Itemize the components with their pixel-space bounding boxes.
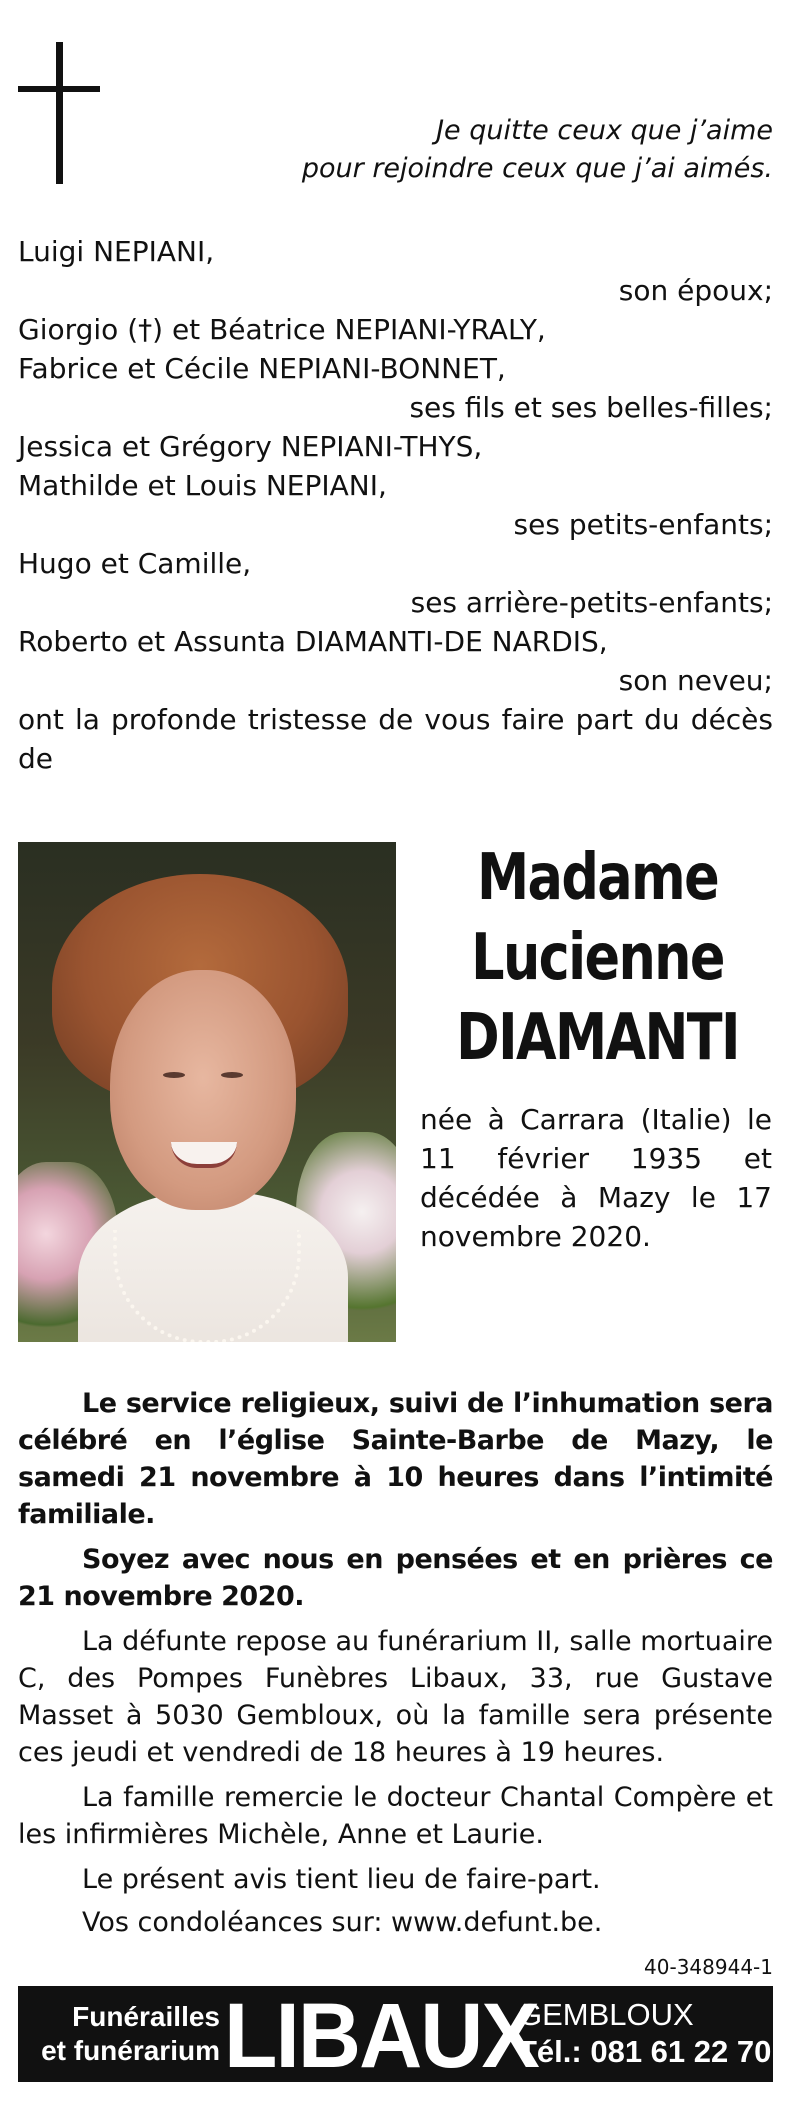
brand-logo: LIBAUX [224, 1985, 538, 2087]
reference-number: 40-348944-1 [644, 1955, 773, 1979]
family-line: Luigi NEPIANI, [18, 235, 215, 268]
epigraph-quote [173, 112, 773, 188]
banner-services [30, 2000, 220, 2068]
thanks-paragraph: La famille remercie le docteur Chantal Compère et les infirmières Michèle, Anne et Laurie. [18, 1782, 773, 1850]
service-paragraph: Le service religieux, suivi de l’inhumation sera célébré en l’église Sainte-Barbe de Mazy, le samedi 21 novembre à 10 heures dans l’intimité familiale. [18, 1388, 773, 1530]
quote-line-1: Je quitte ceux que j’aime [436, 115, 773, 146]
banner-phone: Tél.: 081 61 22 70 [518, 2034, 772, 2069]
family-line: Hugo et Camille, [18, 547, 252, 580]
banner-city: GEMBLOUX [518, 1997, 694, 2032]
condolences-paragraph: Vos condoléances sur: www.defunt.be. [82, 1907, 603, 1938]
banner-line-1: Funérailles [72, 2001, 220, 2032]
cross-icon [18, 42, 100, 184]
prayer-paragraph: Soyez avec nous en pensées et en prières ce 21 novembre 2020. [18, 1544, 773, 1612]
name-first: Lucienne [471, 921, 724, 995]
family-relation: ses petits-enfants; [513, 508, 773, 541]
family-list [18, 232, 773, 778]
family-line: Mathilde et Louis NEPIANI, [18, 469, 387, 502]
family-line: Jessica et Grégory NEPIANI-THYS, [18, 430, 483, 463]
family-relation: ses fils et ses belles-filles; [409, 391, 773, 424]
name-title: Madame [476, 841, 719, 915]
family-line: Giorgio (†) et Béatrice NEPIANI-YRALY, [18, 313, 546, 346]
quote-line-2: pour rejoindre ceux que j’ai aimés. [301, 153, 773, 184]
banner-line-2: et funérarium [41, 2035, 220, 2066]
birth-death-info [420, 1100, 772, 1256]
family-relation: ses arrière-petits-enfants; [410, 586, 773, 619]
deceased-name [452, 838, 743, 1078]
service-details [18, 1385, 773, 1947]
notice-paragraph: Le présent avis tient lieu de faire-part. [82, 1864, 601, 1895]
family-line: Roberto et Assunta DIAMANTI-DE NARDIS, [18, 625, 608, 658]
announcement-text: ont la profonde tristesse de vous faire part du décès de [18, 703, 773, 775]
name-last: DIAMANTI [456, 1001, 739, 1075]
birth-death-text: née à Carrara (Italie) le 11 février 1935 et décédée à Mazy le 17 novembre 2020. [420, 1103, 772, 1253]
family-relation: son neveu; [618, 664, 773, 697]
portrait-photo [18, 842, 396, 1342]
funerarium-paragraph: La défunte repose au funérarium II, salle mortuaire C, des Pompes Funèbres Libaux, 33, rue Gustave Masset à 5030 Gembloux, où la famille sera présente ces jeudi et vendredi de 18 heures à 19 heures. [18, 1626, 773, 1768]
family-line: Fabrice et Cécile NEPIANI-BONNET, [18, 352, 506, 385]
family-relation: son époux; [618, 274, 773, 307]
funeral-home-banner [18, 1985, 773, 2087]
